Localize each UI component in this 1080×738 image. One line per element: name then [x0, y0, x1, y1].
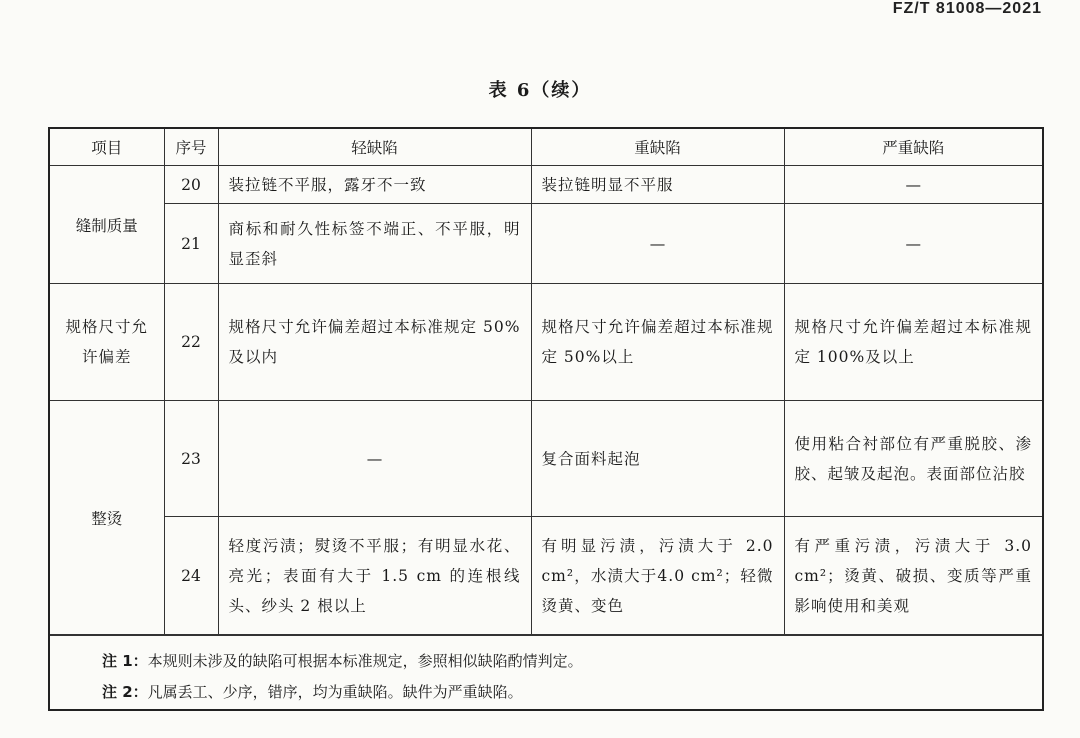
- note-text: 本规则未涉及的缺陷可根据本标准规定，参照相似缺陷酌情判定。: [147, 652, 583, 670]
- column-header: 轻缺陷: [218, 129, 531, 166]
- row-number: 24: [164, 517, 218, 635]
- major-defect-cell: 有明显污渍，污渍大于 2.0 cm²，水渍大于4.0 cm²；轻微烫黄、变色: [531, 517, 784, 635]
- major-defect-cell: 复合面料起泡: [531, 401, 784, 517]
- category-cell: 整烫: [50, 401, 164, 635]
- defect-table: [50, 129, 1042, 635]
- note-label: 注 2：: [102, 683, 148, 701]
- minor-defect-cell: 装拉链不平服，露牙不一致: [218, 166, 531, 204]
- critical-defect-cell: 使用粘合衬部位有严重脱胶、渗胶、起皱及起泡。表面部位沾胶: [784, 401, 1042, 517]
- critical-defect-cell: —: [784, 166, 1042, 204]
- table-row: [50, 204, 1042, 284]
- major-defect-cell: 装拉链明显不平服: [531, 166, 784, 204]
- critical-defect-cell: —: [784, 204, 1042, 284]
- minor-defect-cell: 轻度污渍；熨烫不平服；有明显水花、亮光；表面有大于 1.5 cm 的连根线头、纱头 2 根以上: [218, 517, 531, 635]
- note-text: 凡属丢工、少序，错序，均为重缺陷。缺件为严重缺陷。: [147, 683, 523, 701]
- category-cell: 规格尺寸允许偏差: [50, 284, 164, 401]
- minor-defect-cell: —: [218, 401, 531, 517]
- table-notes: [50, 635, 1042, 708]
- row-number: 22: [164, 284, 218, 401]
- defect-table-frame: [48, 127, 1044, 711]
- table-row: [50, 401, 1042, 517]
- row-number: 23: [164, 401, 218, 517]
- minor-defect-cell: 商标和耐久性标签不端正、不平服，明显歪斜: [218, 204, 531, 284]
- standard-code: FZ/T 81008—2021: [892, 0, 1042, 17]
- table-title: 表 6（续）: [488, 80, 592, 101]
- column-header: 严重缺陷: [784, 129, 1042, 166]
- category-cell: 缝制质量: [50, 166, 164, 284]
- table-row: [50, 166, 1042, 204]
- row-number: 21: [164, 204, 218, 284]
- table-row: [50, 517, 1042, 635]
- note-label: 注 1：: [102, 652, 148, 670]
- table-row: [50, 284, 1042, 401]
- critical-defect-cell: 有严重污渍，污渍大于 3.0 cm²；烫黄、破损、变质等严重影响使用和美观: [784, 517, 1042, 635]
- note-line: [102, 646, 1042, 677]
- critical-defect-cell: 规格尺寸允许偏差超过本标准规定 100%及以上: [784, 284, 1042, 401]
- row-number: 20: [164, 166, 218, 204]
- column-header: 项目: [50, 129, 164, 166]
- note-line: [102, 677, 1042, 708]
- table-header-row: [50, 129, 1042, 166]
- column-header: 重缺陷: [531, 129, 784, 166]
- major-defect-cell: —: [531, 204, 784, 284]
- major-defect-cell: 规格尺寸允许偏差超过本标准规定 50%以上: [531, 284, 784, 401]
- column-header: 序号: [164, 129, 218, 166]
- minor-defect-cell: 规格尺寸允许偏差超过本标准规定 50%及以内: [218, 284, 531, 401]
